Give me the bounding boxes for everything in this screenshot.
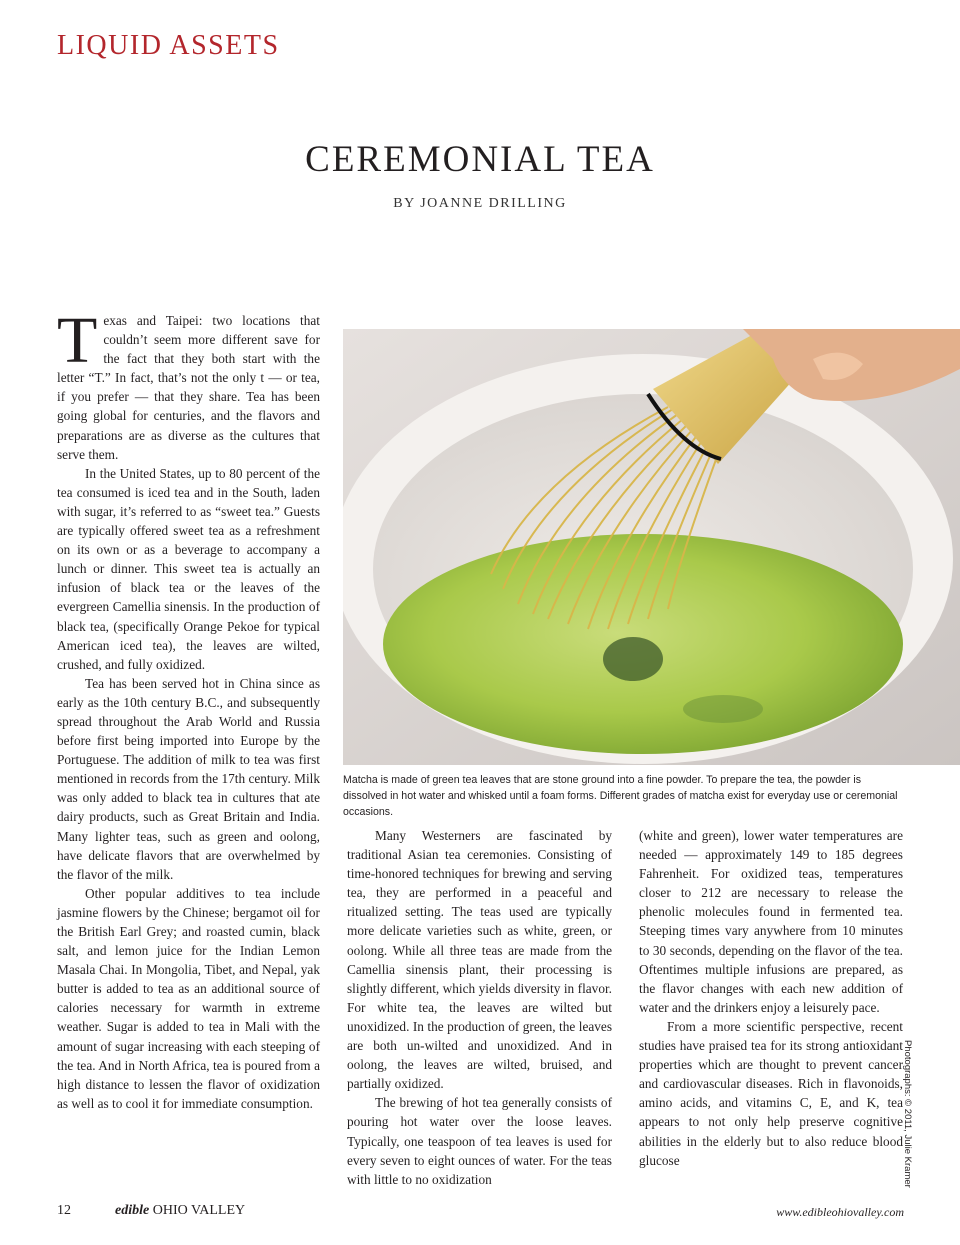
page-number: 12	[57, 1203, 71, 1218]
paragraph: From a more scientific perspective, recent studies have praised tea for its strong antioxidant properties which are thought to prevent cancer and cardiovascular diseases. Rich in flavonoids, amino acids, and vitamins C, E, and K, tea appears to not only help preserve cognitive abilities in the elderly but to also reduce blood glucose	[639, 1018, 903, 1168]
paragraph: (white and green), lower water temperatures are needed — approximately 149 to 185 degrees Fahrenheit. For oxidized teas, temperatures closer to 212 are necessary to release the phenolic molecules found in fermented tea. Steeping times vary anywhere from 10 minutes to 30 seconds, depending on the flavor of the tea. Oftentimes multiple infusions are prepared, as the flavor changes with each new addition of water and the drinkers enjoy a leisurely pace.	[639, 828, 903, 1015]
paragraph: The brewing of hot tea generally consists of pouring hot water over the loose leaves. Typically, one teaspoon of tea leaves is used for every seven to eight ounces of water. For the teas with little to no oxidization	[347, 1095, 612, 1187]
photo-credit	[902, 1040, 921, 1188]
column-2	[347, 826, 612, 1189]
byline: BY JOANNE DRILLING	[393, 196, 567, 211]
website-url[interactable]: www.edibleohiovalley.com	[776, 1205, 904, 1219]
paragraph: Tea has been served hot in China since as early as the 10th century B.C., and subsequently spread throughout the Arab World and Russia before first being imported into Europe by the Portuguese. The addition of milk to tea was first mentioned in records from the 17th century. Milk was only added to black tea in cultures that ate dairy products, such as Great Britain and India. Many lighter teas, such as green and oolong, have delicate flavors that are overwhelmed by the flavor of the milk.	[57, 675, 320, 882]
magazine-name-italic: edible	[115, 1203, 150, 1218]
magazine-name-text: OHIO VALLEY	[152, 1203, 246, 1218]
photo-credit-text: Photographs: © 2011, Julie Kramer	[902, 1040, 913, 1188]
column-3	[639, 826, 903, 1170]
paragraph	[57, 304, 320, 464]
matcha-photo	[343, 329, 960, 765]
paragraph: In the United States, up to 80 percent of the tea consumed is iced tea and in the South, laden with sugar, it’s referred to as “sweet tea.” Guests are typically offered sweet tea as a refreshment on its own or as a beverage to accompany a lunch or dinner. This sweet tea is actually an infusion of black tea or the leaves of the evergreen Camellia sinensis. In the production of black tea, (specifically Orange Pekoe for typical American iced tea), the leaves are wilted, crushed, and fully oxidized.	[57, 465, 320, 672]
matcha-illustration	[343, 329, 960, 765]
paragraph: Other popular additives to tea include jasmine flowers by the Chinese; bergamot oil for the British Earl Grey; and roasted cumin, black salt, and lemon juice for the Indian Lemon Masala Chai. In Mongolia, Tibet, and Nepal, yak butter is added to tea as an additional source of calories necessary for warmth in extreme weather. Sugar is added to tea in Mali with the amount of sugar increasing with each steeping of the tea. And in North Africa, tea is poured from a high distance to lessen the flavor of oxidization as well as to cool it for immediate consumption.	[57, 885, 320, 1111]
drop-cap: T	[57, 304, 98, 377]
article-title: CEREMONIAL TEA	[305, 139, 655, 180]
section-label: LIQUID ASSETS	[57, 30, 280, 61]
column-1	[57, 304, 320, 1113]
paragraph: Many Westerners are fascinated by traditional Asian tea ceremonies. Consisting of time-honored techniques for brewing and serving tea, they are performed in a peaceful and ritualized setting. The teas used are typically more delicate varieties such as white, green, or oolong. While all three teas are made from the Camellia sinensis plant, their processing is slightly different, which yields diversity in flavor. For white tea, the leaves are wilted but unoxidized. In the production of green, the leaves are both un-wilted and unoxidized. And in oolong, the leaves are wilted, bruised, and partially oxidized.	[347, 828, 612, 1092]
photo-caption: Matcha is made of green tea leaves that are stone ground into a fine powder. To prepare the tea, the powder is dissolved in hot water and whisked until a foam forms. Different grades of matcha exist for everyday use or ceremonial occasions.	[343, 774, 898, 818]
magazine-name	[115, 1203, 245, 1219]
paragraph-text: exas and Taipei: two locations that couldn’t seem more different save for the fact that they both start with the letter “T.” In fact, that’s not the only t — or tea, if you prefer — that they share. Tea has been going global for centuries, and the flavors and preparations are as diverse as the cultures that serve them.	[57, 313, 320, 462]
